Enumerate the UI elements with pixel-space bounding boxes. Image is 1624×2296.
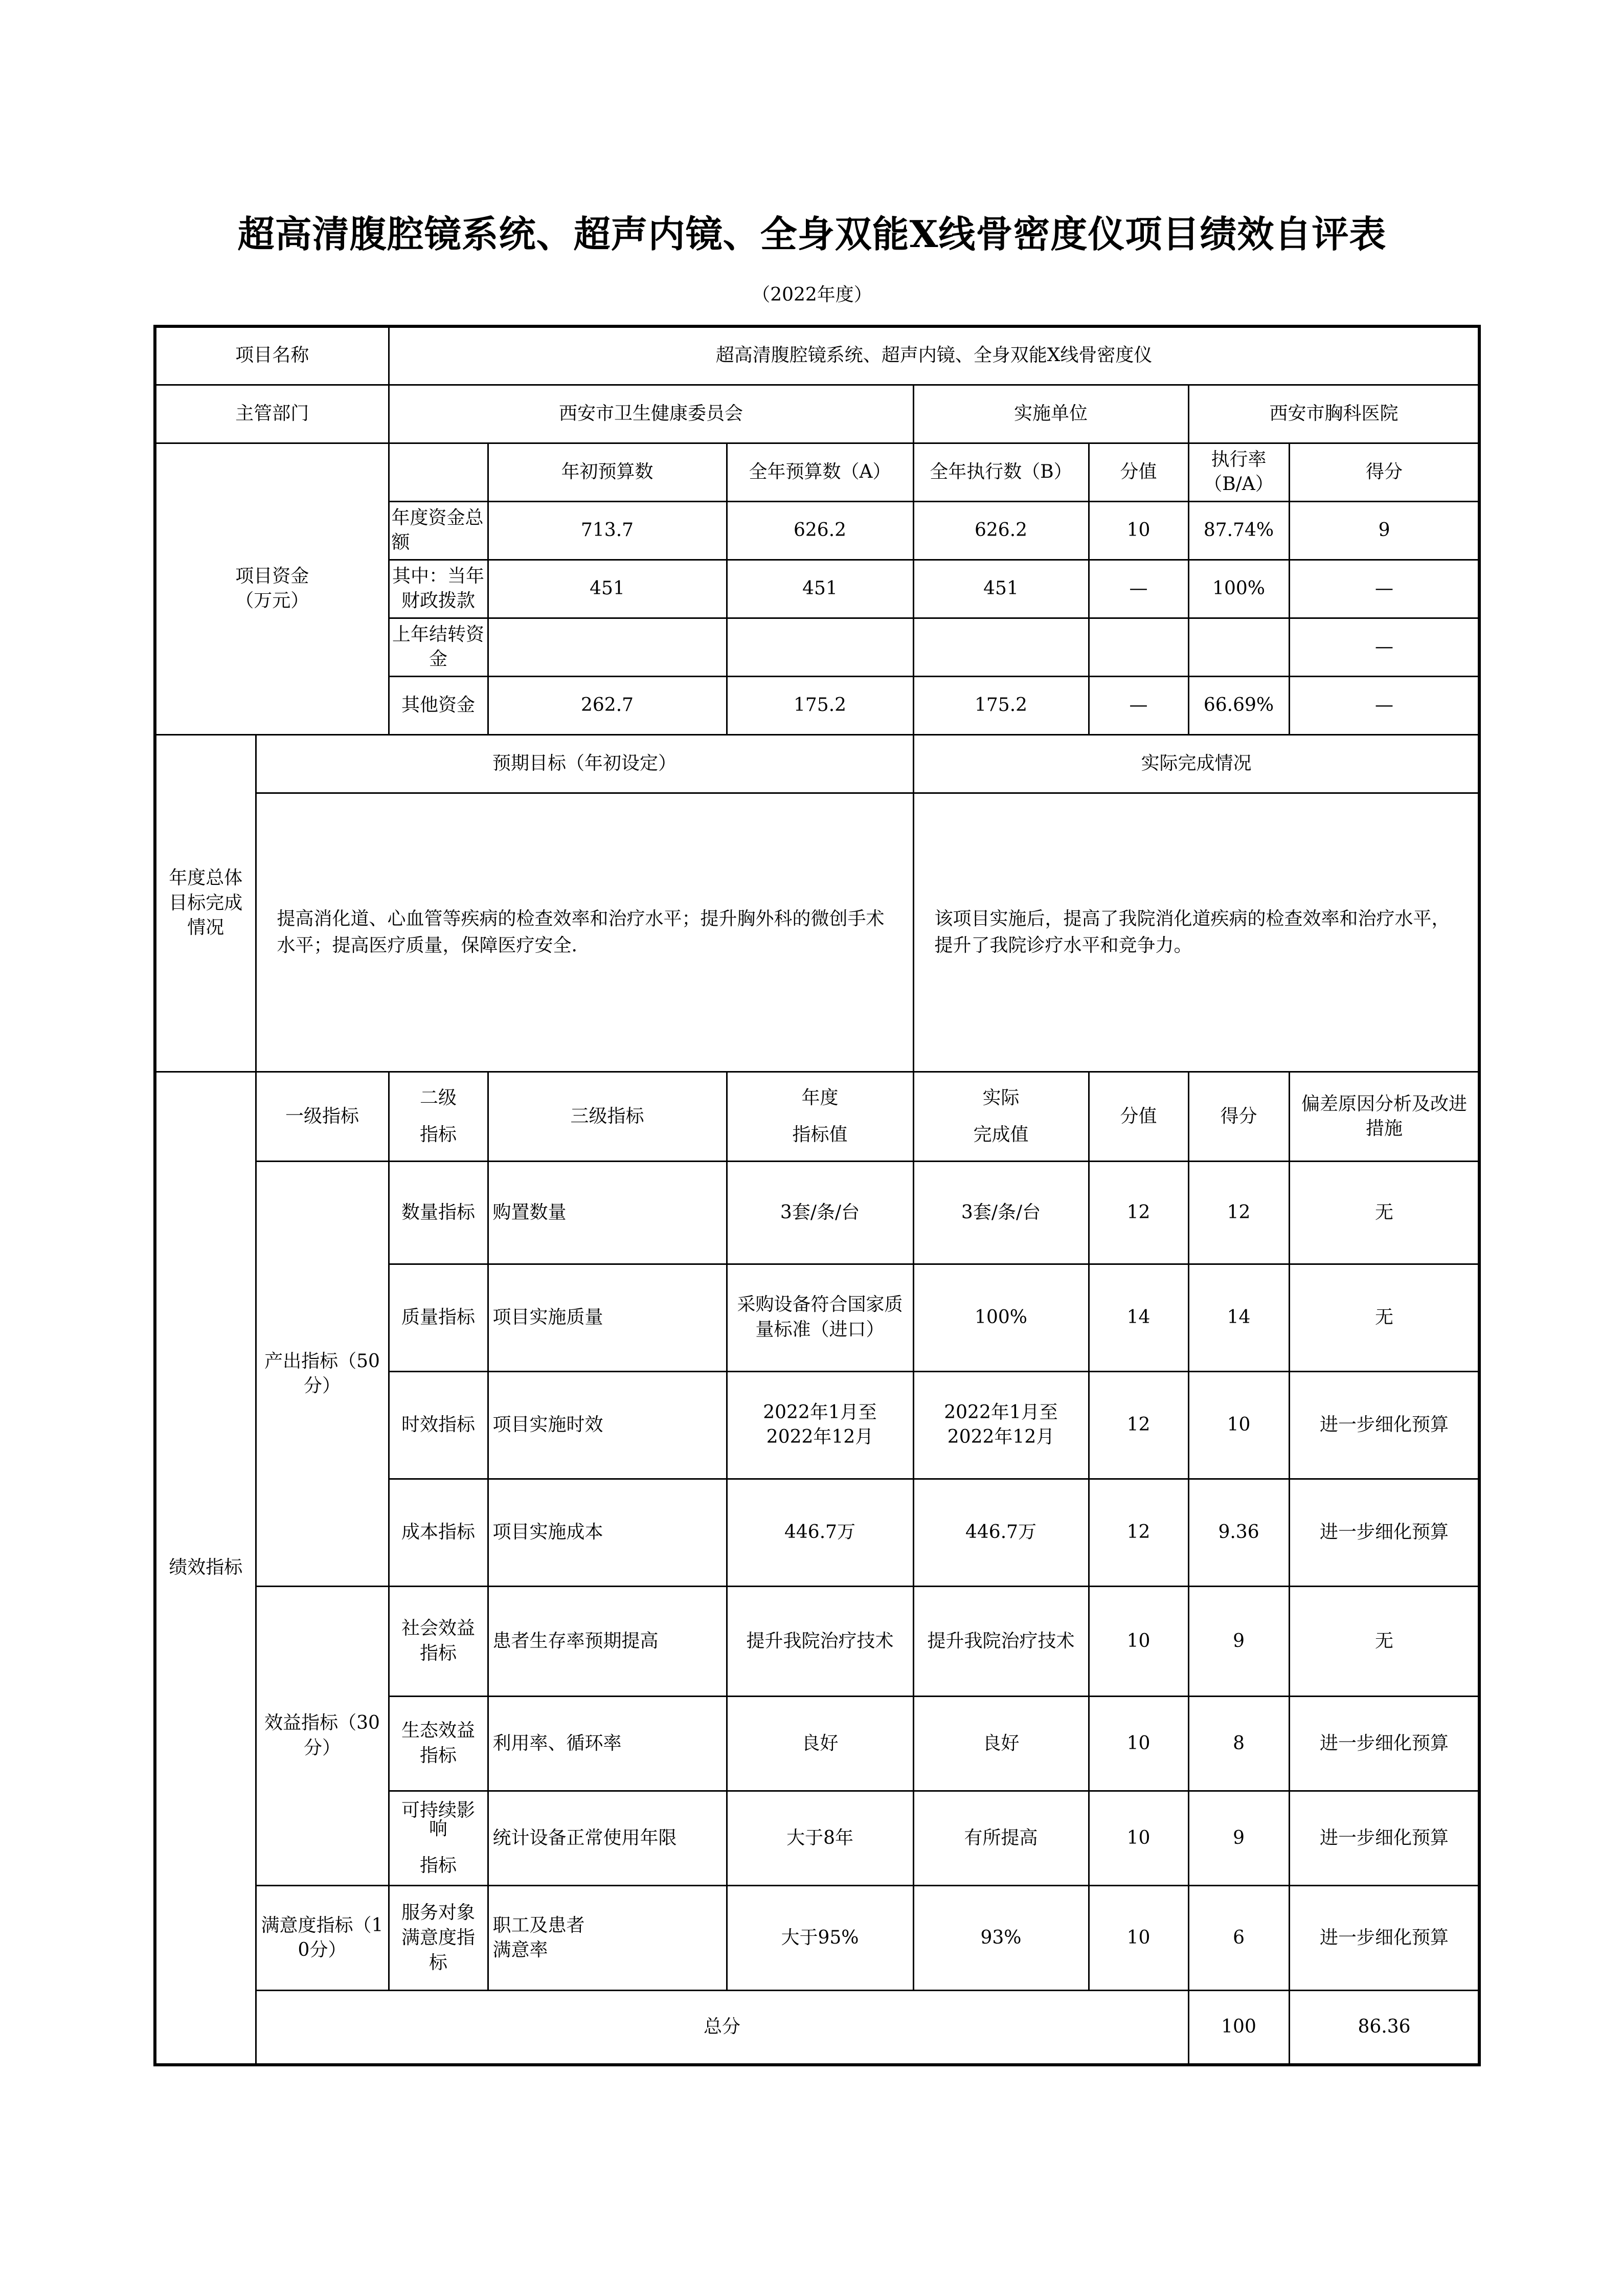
goals-content-row	[155, 793, 1479, 1072]
indicator-score-value: 10	[1089, 1696, 1188, 1791]
funds-rate: 87.74%	[1188, 501, 1289, 560]
unit-label: 实施单位	[913, 385, 1188, 443]
indicator-analysis: 进一步细化预算	[1289, 1696, 1479, 1791]
indicator-score-value: 10	[1089, 1586, 1188, 1696]
indicator-actual: 提升我院治疗技术	[913, 1586, 1089, 1696]
group-output: 产出指标（50分）	[256, 1162, 389, 1586]
project-name-row	[155, 326, 1479, 385]
indicator-level2: 社会效益指标	[389, 1586, 488, 1696]
funds-score-value: —	[1089, 676, 1188, 734]
header-level1: 一级指标	[256, 1072, 389, 1162]
indicator-target: 提升我院治疗技术	[727, 1586, 913, 1696]
indicator-level2: 数量指标	[389, 1162, 488, 1264]
funds-rate: 66.69%	[1188, 676, 1289, 734]
page-title: 超高清腹腔镜系统、超声内镜、全身双能X线骨密度仪项目绩效自评表	[237, 212, 1387, 256]
funds-executed: 175.2	[913, 676, 1089, 734]
funds-header-score-value: 分值	[1089, 443, 1188, 501]
group-benefit: 效益指标（30分）	[256, 1586, 389, 1885]
funds-header-annual: 全年预算数（A）	[727, 443, 913, 501]
indicator-actual: 2022年1月至 2022年12月	[913, 1371, 1089, 1479]
header-analysis: 偏差原因分析及改进措施	[1289, 1072, 1479, 1162]
goals-expected: 提高消化道、心血管等疾病的检查效率和治疗水平；提升胸外科的微创手术水平；提高医疗质量，保障医疗安全.	[256, 793, 913, 1072]
indicator-score: 8	[1188, 1696, 1289, 1791]
indicator-target: 良好	[727, 1696, 913, 1791]
indicator-actual: 93%	[913, 1886, 1089, 1991]
indicator-analysis: 无	[1289, 1264, 1479, 1371]
indicator-score-value: 12	[1089, 1479, 1188, 1586]
indicator-score-value: 12	[1089, 1162, 1188, 1264]
header-score-value: 分值	[1089, 1072, 1188, 1162]
indicator-score: 9.36	[1188, 1479, 1289, 1586]
funds-executed: 451	[913, 560, 1089, 618]
goals-actual: 该项目实施后，提高了我院消化道疾病的检查效率和治疗水平，提升了我院诊疗水平和竞争力。	[913, 793, 1479, 1072]
funds-header-rate: 执行率（B/A）	[1188, 443, 1289, 501]
indicator-level3: 项目实施成本	[488, 1479, 727, 1586]
report-year: （2022年度）	[752, 284, 872, 305]
funds-rate: 100%	[1188, 560, 1289, 618]
dept-value: 西安市卫生健康委员会	[389, 385, 913, 443]
indicator-analysis: 进一步细化预算	[1289, 1886, 1479, 1991]
indicator-score: 9	[1188, 1791, 1289, 1886]
performance-table	[153, 325, 1481, 2066]
funds-score-value: —	[1089, 560, 1188, 618]
indicator-analysis: 进一步细化预算	[1289, 1791, 1479, 1886]
funds-initial: 262.7	[488, 676, 727, 734]
indicator-level3: 统计设备正常使用年限	[488, 1791, 727, 1886]
indicator-level3: 利用率、循环率	[488, 1696, 727, 1791]
header-level2: 二级 指标	[389, 1072, 488, 1162]
indicator-actual: 446.7万	[913, 1479, 1089, 1586]
unit-value: 西安市胸科医院	[1188, 385, 1479, 443]
indicator-score-value: 10	[1089, 1791, 1188, 1886]
funds-score-value: 10	[1089, 501, 1188, 560]
funds-rate	[1188, 618, 1289, 676]
goals-actual-header: 实际完成情况	[913, 734, 1479, 793]
funds-initial: 713.7	[488, 501, 727, 560]
indicator-target: 大于95%	[727, 1886, 913, 1991]
funds-initial: 451	[488, 560, 727, 618]
indicator-row	[155, 1162, 1479, 1264]
indicator-target: 446.7万	[727, 1479, 913, 1586]
indicator-target: 2022年1月至 2022年12月	[727, 1371, 913, 1479]
indicator-score: 14	[1188, 1264, 1289, 1371]
goals-header-row	[155, 734, 1479, 793]
indicator-actual: 良好	[913, 1696, 1089, 1791]
total-row	[155, 1991, 1479, 2065]
total-label: 总分	[256, 1991, 1188, 2065]
funds-executed: 626.2	[913, 501, 1089, 560]
indicator-level2: 成本指标	[389, 1479, 488, 1586]
indicator-target: 3套/条/台	[727, 1162, 913, 1264]
indicator-row	[155, 1586, 1479, 1696]
goals-label: 年度总体 目标完成 情况	[155, 734, 256, 1072]
indicator-analysis: 无	[1289, 1162, 1479, 1264]
indicator-level3: 购置数量	[488, 1162, 727, 1264]
indicator-analysis: 进一步细化预算	[1289, 1371, 1479, 1479]
group-satisfaction: 满意度指标（10分）	[256, 1886, 389, 1991]
indicator-level2: 时效指标	[389, 1371, 488, 1479]
indicator-level2: 服务对象满意度指标	[389, 1886, 488, 1991]
header-target: 年度 指标值	[727, 1072, 913, 1162]
project-name-label: 项目名称	[155, 326, 389, 385]
funds-header-row	[155, 443, 1479, 501]
funds-score: 9	[1289, 501, 1479, 560]
funds-row-label: 上年结转资金	[389, 618, 488, 676]
funds-header-executed: 全年执行数（B）	[913, 443, 1089, 501]
indicator-actual: 3套/条/台	[913, 1162, 1089, 1264]
funds-score: —	[1289, 560, 1479, 618]
goals-expected-header: 预期目标（年初设定）	[256, 734, 913, 793]
header-level3: 三级指标	[488, 1072, 727, 1162]
indicator-score-value: 14	[1089, 1264, 1188, 1371]
funds-score-value	[1089, 618, 1188, 676]
indicator-level2: 可持续影响 指标	[389, 1791, 488, 1886]
funds-row-label: 其中：当年财政拨款	[389, 560, 488, 618]
project-name-value: 超高清腹腔镜系统、超声内镜、全身双能X线骨密度仪	[389, 326, 1479, 385]
indicator-score-value: 12	[1089, 1371, 1188, 1479]
total-score: 86.36	[1289, 1991, 1479, 2065]
indicator-actual: 有所提高	[913, 1791, 1089, 1886]
indicator-score: 6	[1188, 1886, 1289, 1991]
funds-executed	[913, 618, 1089, 676]
indicator-analysis: 无	[1289, 1586, 1479, 1696]
funds-annual: 175.2	[727, 676, 913, 734]
funds-label: 项目资金 （万元）	[155, 443, 389, 734]
indicator-level3: 项目实施时效	[488, 1371, 727, 1479]
indicator-level2: 生态效益指标	[389, 1696, 488, 1791]
indicator-score-value: 10	[1089, 1886, 1188, 1991]
indicator-actual: 100%	[913, 1264, 1089, 1371]
indicators-header-row	[155, 1072, 1479, 1162]
header-actual: 实际 完成值	[913, 1072, 1089, 1162]
indicator-target: 采购设备符合国家质量标准（进口）	[727, 1264, 913, 1371]
indicator-level3: 患者生存率预期提高	[488, 1586, 727, 1696]
dept-label: 主管部门	[155, 385, 389, 443]
total-score-value: 100	[1188, 1991, 1289, 2065]
funds-annual: 626.2	[727, 501, 913, 560]
indicator-row	[155, 1886, 1479, 1991]
indicator-score: 12	[1188, 1162, 1289, 1264]
indicator-level2: 质量指标	[389, 1264, 488, 1371]
funds-row-label: 年度资金总额	[389, 501, 488, 560]
indicator-score: 9	[1188, 1586, 1289, 1696]
funds-score: —	[1289, 676, 1479, 734]
funds-header-initial: 年初预算数	[488, 443, 727, 501]
indicator-score: 10	[1188, 1371, 1289, 1479]
funds-row-label: 其他资金	[389, 676, 488, 734]
indicator-level3: 项目实施质量	[488, 1264, 727, 1371]
indicator-analysis: 进一步细化预算	[1289, 1479, 1479, 1586]
funds-header-score: 得分	[1289, 443, 1479, 501]
funds-initial	[488, 618, 727, 676]
department-row	[155, 385, 1479, 443]
funds-score: —	[1289, 618, 1479, 676]
indicators-label: 绩效指标	[155, 1072, 256, 2065]
funds-annual: 451	[727, 560, 913, 618]
indicator-target: 大于8年	[727, 1791, 913, 1886]
funds-annual	[727, 618, 913, 676]
funds-header-blank	[389, 443, 488, 501]
indicator-level3: 职工及患者 满意率	[488, 1886, 727, 1991]
header-score: 得分	[1188, 1072, 1289, 1162]
